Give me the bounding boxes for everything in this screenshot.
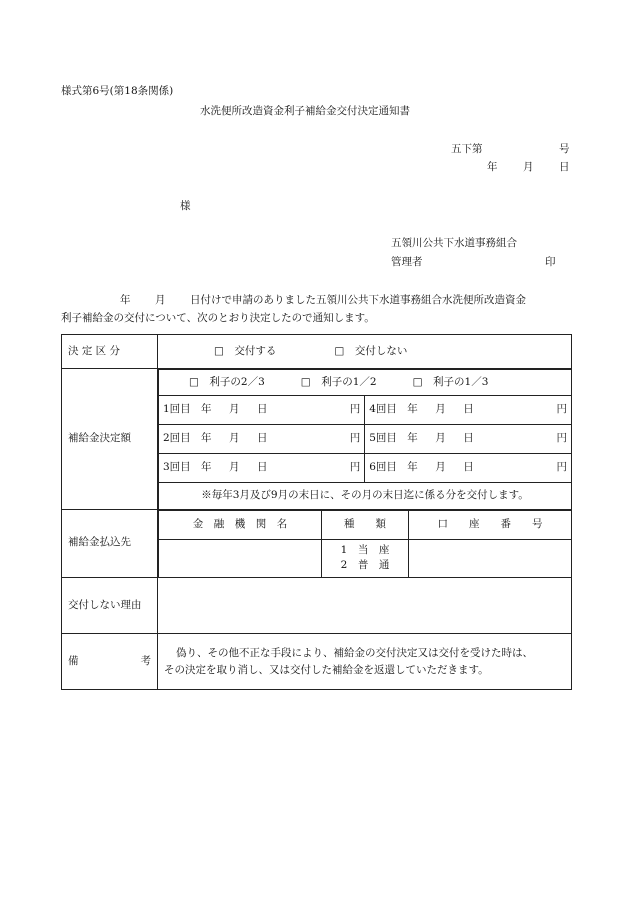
payment-2: 2回目 年 月 日 円 — [159, 425, 365, 454]
date-month: 月 — [523, 161, 534, 173]
seal-mark: 印 — [545, 256, 556, 268]
bank-name-field[interactable] — [159, 539, 322, 577]
intro-month: 月 — [155, 294, 166, 306]
rate-two-thirds-checkbox[interactable]: □ 利子の2／3 — [189, 375, 265, 388]
decision-label: 決 定 区 分 — [62, 335, 158, 369]
form-number: 様式第6号(第18条関係) — [61, 85, 174, 97]
no-grant-reason-label: 交付しない理由 — [62, 578, 158, 634]
subsidy-label: 補給金決定額 — [62, 369, 158, 510]
doc-number-suffix: 号 — [559, 143, 570, 155]
subsidy-inner-table — [158, 369, 571, 509]
interest-rate-options — [159, 370, 572, 396]
subsidy-details — [158, 369, 572, 510]
account-type-header: 種 類 — [322, 510, 409, 539]
addressee-suffix: 様 — [180, 200, 191, 212]
doc-number-prefix: 五下第 — [451, 143, 483, 155]
intro-year: 年 — [120, 294, 131, 306]
rate-one-half-checkbox[interactable]: □ 利子の1／2 — [300, 375, 377, 388]
intro-line1: 日付けで申請のありました五領川公共下水道事務組合水洗便所改造資金 — [190, 294, 526, 306]
remarks-text — [158, 634, 572, 690]
sender-organization: 五領川公共下水道事務組合 — [391, 237, 517, 249]
remarks-line-1: 偽り、その他不正な手段により、補給金の交付決定又は交付を受けた時は、 — [176, 646, 533, 659]
account-type-savings[interactable]: 2 普 通 — [340, 559, 390, 572]
option-no-grant-checkbox[interactable]: □ 交付しない — [334, 344, 408, 357]
remarks-line-2: その決定を取り消し、又は交付した補給金を返還していただきます。 — [164, 663, 489, 676]
document-title: 水洗便所改造資金利子補給金交付決定通知書 — [200, 105, 410, 117]
date-year: 年 — [487, 161, 498, 173]
account-number-field[interactable] — [409, 539, 572, 577]
payment-1: 1回目 年 月 日 円 — [159, 396, 365, 425]
payment-6: 6回目 年 月 日 円 — [365, 454, 571, 483]
decision-options — [158, 335, 572, 369]
payment-4: 4回目 年 月 日 円 — [365, 396, 571, 425]
decision-form-table — [61, 334, 572, 690]
transfer-inner-table — [158, 510, 571, 578]
rate-one-third-checkbox[interactable]: □ 利子の1／3 — [412, 375, 489, 388]
account-type-options — [322, 539, 409, 577]
no-grant-reason-field[interactable] — [158, 578, 572, 634]
payment-schedule-note: ※毎年3月及び9月の末日に、その月の末日迄に係る分を交付します。 — [159, 483, 572, 509]
payment-5: 5回目 年 月 日 円 — [365, 425, 571, 454]
date-day: 日 — [559, 161, 570, 173]
transfer-details — [158, 509, 572, 578]
payment-3: 3回目 年 月 日 円 — [159, 454, 365, 483]
bank-name-header: 金 融 機 関 名 — [159, 510, 322, 539]
option-grant-checkbox[interactable]: □ 交付する — [214, 344, 277, 357]
intro-line2: 利子補給金の交付について、次のとおり決定したので通知します。 — [61, 312, 375, 324]
account-number-header: 口 座 番 号 — [409, 510, 572, 539]
transfer-label: 補給金払込先 — [62, 509, 158, 578]
remarks-label: 備 考 — [62, 634, 158, 690]
sender-title: 管理者 — [391, 256, 423, 268]
account-type-current[interactable]: 1 当 座 — [340, 543, 390, 556]
